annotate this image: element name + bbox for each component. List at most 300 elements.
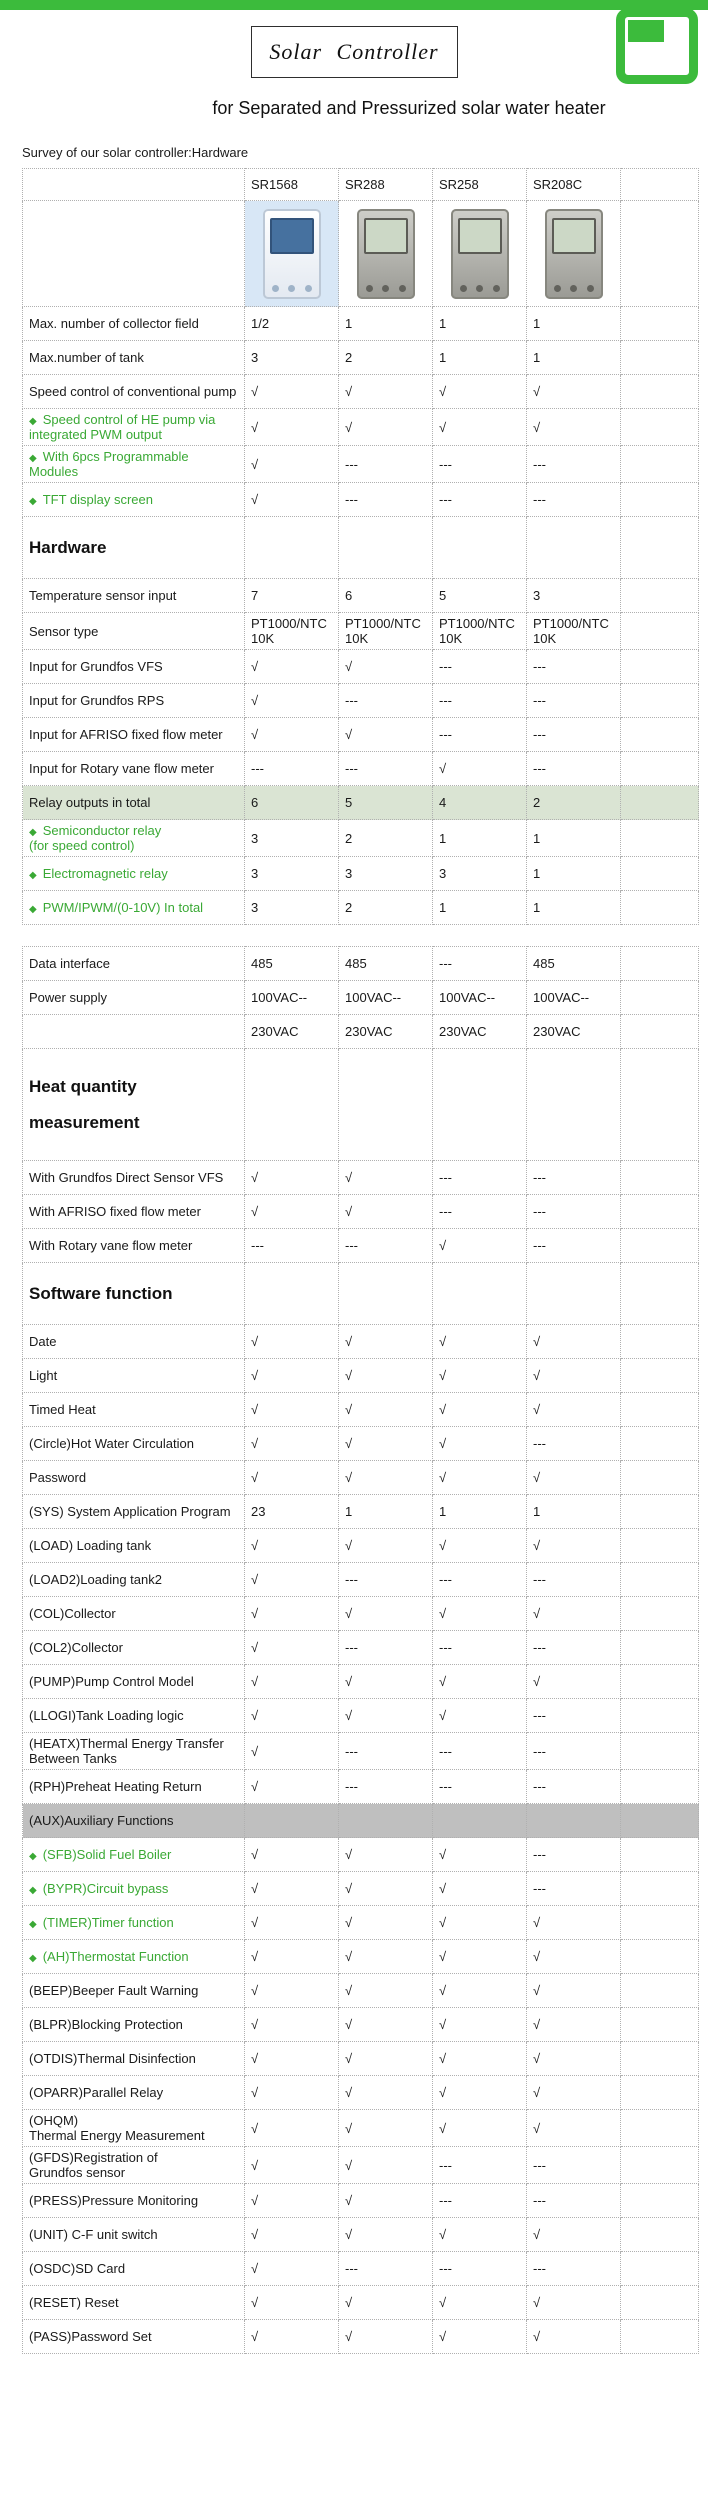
table-row <box>23 1427 699 1461</box>
feature-label-cell <box>23 947 245 981</box>
value-cell: --- <box>527 650 621 684</box>
value-cell <box>433 1049 527 1161</box>
value-cell: √ <box>433 2008 527 2042</box>
extra-cell <box>621 1161 699 1195</box>
feature-label-cell <box>23 2008 245 2042</box>
feature-label-cell <box>23 1229 245 1263</box>
feature-label: (LOAD2)Loading tank2 <box>29 1572 162 1587</box>
table-row <box>23 891 699 925</box>
value-cell: 6 <box>339 579 433 613</box>
device-button-dot <box>460 285 467 292</box>
feature-label: (LLOGI)Tank Loading logic <box>29 1708 184 1723</box>
value-cell: --- <box>527 1427 621 1461</box>
extra-cell <box>621 1804 699 1838</box>
device-buttons <box>366 285 406 292</box>
extra-cell <box>621 2147 699 2184</box>
table-row <box>23 307 699 341</box>
feature-label: Power supply <box>29 990 108 1005</box>
feature-label: (OHQM) <box>29 2113 79 2128</box>
value-cell: --- <box>527 1229 621 1263</box>
feature-label: (SYS) System Application Program <box>29 1504 231 1519</box>
value-cell: √ <box>339 2286 433 2320</box>
value-cell: --- <box>527 718 621 752</box>
value-cell: √ <box>245 1325 339 1359</box>
value-cell: √ <box>433 1529 527 1563</box>
value-cell: √ <box>339 1195 433 1229</box>
value-cell: √ <box>245 2252 339 2286</box>
value-cell: √ <box>433 1906 527 1940</box>
product-image-sr288 <box>339 201 433 307</box>
table-row <box>23 1359 699 1393</box>
value-cell: --- <box>527 1872 621 1906</box>
feature-label-cell <box>23 2184 245 2218</box>
extra-cell <box>621 2008 699 2042</box>
controller-device-image <box>545 209 603 299</box>
feature-label-cell <box>23 1049 245 1161</box>
feature-label-line2: (for speed control) <box>29 838 135 853</box>
feature-label: (COL)Collector <box>29 1606 116 1621</box>
value-cell: 230VAC <box>245 1015 339 1049</box>
feature-label: (HEATX)Thermal Energy Transfer Between Tanks <box>29 1736 224 1766</box>
table-row <box>23 947 699 981</box>
extra-cell <box>621 375 699 409</box>
value-cell: √ <box>245 409 339 446</box>
value-cell: √ <box>527 1359 621 1393</box>
value-cell: √ <box>433 375 527 409</box>
value-cell: --- <box>245 752 339 786</box>
extra-cell <box>621 786 699 820</box>
value-cell <box>433 517 527 579</box>
extra-cell <box>621 1461 699 1495</box>
table-row <box>23 1974 699 2008</box>
feature-label-cell <box>23 1529 245 1563</box>
diamond-bullet-icon: ◆ <box>29 904 37 915</box>
extra-cell <box>621 1733 699 1770</box>
value-cell: √ <box>433 1838 527 1872</box>
feature-label: (RPH)Preheat Heating Return <box>29 1779 202 1794</box>
extra-cell <box>621 1495 699 1529</box>
value-cell: --- <box>339 1229 433 1263</box>
feature-label: With Grundfos Direct Sensor VFS <box>29 1170 224 1185</box>
value-cell: √ <box>433 1325 527 1359</box>
extra-cell <box>621 1597 699 1631</box>
value-cell: √ <box>245 1195 339 1229</box>
value-cell: 1 <box>433 891 527 925</box>
extra-cell <box>621 2218 699 2252</box>
value-cell: √ <box>433 1461 527 1495</box>
feature-label-cell <box>23 2110 245 2147</box>
value-cell: 3 <box>245 891 339 925</box>
value-cell: 2 <box>339 820 433 857</box>
feature-label: Electromagnetic relay <box>42 866 168 881</box>
value-cell: √ <box>245 483 339 517</box>
feature-label-cell <box>23 1631 245 1665</box>
value-cell: 3 <box>245 820 339 857</box>
table-row <box>23 1699 699 1733</box>
device-screen <box>458 218 502 254</box>
device-buttons <box>554 285 594 292</box>
value-cell: √ <box>245 2008 339 2042</box>
table-row <box>23 2286 699 2320</box>
product-image-sr208c <box>527 201 621 307</box>
value-cell <box>339 1804 433 1838</box>
table-row <box>23 2252 699 2286</box>
value-cell: √ <box>433 409 527 446</box>
top-green-bar <box>0 0 708 10</box>
value-cell: 1 <box>339 307 433 341</box>
value-cell: 1 <box>527 857 621 891</box>
value-cell: √ <box>245 1427 339 1461</box>
feature-label-cell <box>23 517 245 579</box>
table-row <box>23 375 699 409</box>
value-cell: --- <box>339 1770 433 1804</box>
feature-label: Sensor type <box>29 623 99 639</box>
value-cell: √ <box>339 1906 433 1940</box>
value-cell: 3 <box>433 857 527 891</box>
value-cell: √ <box>245 1974 339 2008</box>
value-cell: √ <box>433 2110 527 2147</box>
value-cell: √ <box>527 1665 621 1699</box>
value-cell: 23 <box>245 1495 339 1529</box>
feature-label-cell <box>23 1665 245 1699</box>
value-cell: --- <box>527 1195 621 1229</box>
value-cell: --- <box>245 1229 339 1263</box>
extra-cell <box>621 1563 699 1597</box>
feature-label-cell <box>23 2147 245 2184</box>
value-cell: √ <box>245 1631 339 1665</box>
table-row <box>23 1495 699 1529</box>
feature-label-cell <box>23 1263 245 1325</box>
table-row <box>23 2184 699 2218</box>
feature-label-cell <box>23 752 245 786</box>
device-button-dot <box>587 285 594 292</box>
value-cell: --- <box>433 2147 527 2184</box>
diamond-bullet-icon: ◆ <box>29 870 37 881</box>
value-cell: √ <box>339 1359 433 1393</box>
extra-cell <box>621 579 699 613</box>
feature-label: Max.number of tank <box>29 350 144 365</box>
value-cell <box>527 1263 621 1325</box>
feature-label-cell <box>23 613 245 650</box>
value-cell: 1 <box>527 891 621 925</box>
controller-device-image <box>357 209 415 299</box>
feature-label-cell <box>23 1461 245 1495</box>
value-cell <box>339 517 433 579</box>
extra-cell <box>621 2042 699 2076</box>
feature-label-cell <box>23 2218 245 2252</box>
value-cell: 230VAC <box>339 1015 433 1049</box>
feature-label: Input for AFRISO fixed flow meter <box>29 727 223 742</box>
feature-label-cell <box>23 1393 245 1427</box>
feature-label: Input for Grundfos VFS <box>29 659 163 674</box>
value-cell: 7 <box>245 579 339 613</box>
value-cell: √ <box>245 650 339 684</box>
value-cell: √ <box>527 1325 621 1359</box>
value-cell: √ <box>339 1699 433 1733</box>
value-cell: √ <box>245 1940 339 1974</box>
feature-label-cell <box>23 409 245 446</box>
feature-label-cell <box>23 307 245 341</box>
feature-label-cell <box>23 1906 245 1940</box>
feature-label: Temperature sensor input <box>29 588 177 603</box>
value-cell: PT1000/NTC10K <box>433 613 527 650</box>
table-row <box>23 2110 699 2147</box>
value-cell: √ <box>245 2042 339 2076</box>
feature-label-line2: Thermal Energy Measurement <box>29 2128 205 2143</box>
feature-label-cell <box>23 1015 245 1049</box>
table-row <box>23 409 699 446</box>
diamond-bullet-icon: ◆ <box>29 416 37 427</box>
value-cell: √ <box>433 1359 527 1393</box>
table-row <box>23 2008 699 2042</box>
value-cell: --- <box>527 684 621 718</box>
value-cell: --- <box>527 1631 621 1665</box>
feature-label: Software function <box>29 1283 173 1303</box>
value-cell: √ <box>339 1325 433 1359</box>
value-cell: 100VAC-- <box>433 981 527 1015</box>
table-row <box>23 1940 699 1974</box>
value-cell: --- <box>527 2252 621 2286</box>
feature-label-cell <box>23 1495 245 1529</box>
extra-cell <box>621 1393 699 1427</box>
table-row <box>23 1161 699 1195</box>
device-button-dot <box>305 285 312 292</box>
feature-label-cell <box>23 1597 245 1631</box>
feature-label-cell <box>23 718 245 752</box>
value-cell: --- <box>527 1770 621 1804</box>
table-row <box>23 1195 699 1229</box>
extra-cell <box>621 1940 699 1974</box>
feature-label: Input for Rotary vane flow meter <box>29 761 214 776</box>
diamond-bullet-icon: ◆ <box>29 827 37 838</box>
table-row <box>23 1838 699 1872</box>
value-cell: --- <box>339 446 433 483</box>
feature-label: (BEEP)Beeper Fault Warning <box>29 1983 199 1998</box>
value-cell: 1/2 <box>245 307 339 341</box>
section-header-row <box>23 1049 699 1161</box>
value-cell: --- <box>433 1733 527 1770</box>
value-cell: √ <box>527 2076 621 2110</box>
table-row <box>23 1325 699 1359</box>
value-cell: 1 <box>433 1495 527 1529</box>
value-cell: √ <box>339 1597 433 1631</box>
feature-label-cell <box>23 1872 245 1906</box>
extra-cell <box>621 1359 699 1393</box>
value-cell: 1 <box>433 307 527 341</box>
value-cell <box>433 1804 527 1838</box>
table-row <box>23 752 699 786</box>
extra-cell <box>621 1325 699 1359</box>
extra-cell <box>621 1195 699 1229</box>
value-cell: √ <box>527 1940 621 1974</box>
diamond-bullet-icon: ◆ <box>29 1885 37 1896</box>
value-cell: 485 <box>245 947 339 981</box>
feature-label: Input for Grundfos RPS <box>29 693 165 708</box>
value-cell: --- <box>433 1195 527 1229</box>
feature-label-cell <box>23 2042 245 2076</box>
value-cell: √ <box>245 1161 339 1195</box>
feature-label-cell <box>23 1699 245 1733</box>
device-button-dot <box>554 285 561 292</box>
feature-label-cell <box>23 2320 245 2354</box>
feature-label: Light <box>29 1368 58 1383</box>
value-cell: √ <box>339 2008 433 2042</box>
feature-label-cell <box>23 483 245 517</box>
images-row-empty-cell <box>23 201 245 307</box>
feature-label: (TIMER)Timer function <box>42 1915 174 1930</box>
feature-label: (AH)Thermostat Function <box>42 1949 189 1964</box>
feature-label: (PRESS)Pressure Monitoring <box>29 2193 199 2208</box>
feature-label-cell <box>23 1974 245 2008</box>
value-cell <box>433 1263 527 1325</box>
feature-label: With AFRISO fixed flow meter <box>29 1204 201 1219</box>
extra-cell <box>621 1699 699 1733</box>
section-header-row <box>23 517 699 579</box>
value-cell: --- <box>339 2252 433 2286</box>
value-cell: √ <box>433 2076 527 2110</box>
feature-label-cell <box>23 1325 245 1359</box>
extra-cell <box>621 1665 699 1699</box>
extra-cell <box>621 2286 699 2320</box>
value-cell: 3 <box>527 579 621 613</box>
value-cell: √ <box>527 1393 621 1427</box>
feature-label-cell <box>23 1161 245 1195</box>
extra-cell <box>621 684 699 718</box>
value-cell: 100VAC-- <box>245 981 339 1015</box>
app-logo-inner-block <box>628 20 664 42</box>
table-row <box>23 2320 699 2354</box>
value-cell: 100VAC-- <box>527 981 621 1015</box>
value-cell: --- <box>433 1161 527 1195</box>
value-cell: 2 <box>339 891 433 925</box>
feature-label: Max. number of collector field <box>29 316 199 331</box>
feature-label-cell <box>23 786 245 820</box>
value-cell: --- <box>339 1733 433 1770</box>
value-cell: 1 <box>339 1495 433 1529</box>
feature-label: (AUX)Auxiliary Functions <box>29 1813 174 1828</box>
value-cell: √ <box>339 1940 433 1974</box>
product-name-sr1568: SR1568 <box>245 169 339 201</box>
value-cell: --- <box>433 684 527 718</box>
controller-device-image <box>451 209 509 299</box>
images-row-extra-cell <box>621 201 699 307</box>
extra-cell <box>621 1872 699 1906</box>
extra-cell <box>621 1906 699 1940</box>
value-cell: 485 <box>527 947 621 981</box>
value-cell: √ <box>339 1161 433 1195</box>
extra-cell <box>621 1229 699 1263</box>
value-cell: √ <box>339 2218 433 2252</box>
device-screen <box>270 218 314 254</box>
value-cell: √ <box>433 1597 527 1631</box>
extra-cell <box>621 517 699 579</box>
value-cell: √ <box>433 2286 527 2320</box>
value-cell: √ <box>339 375 433 409</box>
extra-cell <box>621 483 699 517</box>
table-row <box>23 857 699 891</box>
feature-label-cell <box>23 341 245 375</box>
survey-label: Survey of our solar controller:Hardware <box>22 145 249 160</box>
feature-label: (LOAD) Loading tank <box>29 1538 152 1553</box>
value-cell: √ <box>339 1974 433 2008</box>
value-cell: --- <box>527 483 621 517</box>
table-row <box>23 1461 699 1495</box>
extra-cell <box>621 820 699 857</box>
table-row <box>23 650 699 684</box>
product-header-row <box>23 169 699 201</box>
table-row <box>23 2218 699 2252</box>
value-cell: 2 <box>527 786 621 820</box>
product-name-sr258: SR258 <box>433 169 527 201</box>
value-cell: √ <box>245 1906 339 1940</box>
value-cell: --- <box>527 1699 621 1733</box>
product-images-row <box>23 201 699 307</box>
value-cell: √ <box>245 1393 339 1427</box>
table-row <box>23 1770 699 1804</box>
value-cell: √ <box>245 2184 339 2218</box>
feature-label: With 6pcs Programmable Modules <box>29 449 189 479</box>
value-cell: --- <box>527 1161 621 1195</box>
value-cell: √ <box>527 2218 621 2252</box>
value-cell: √ <box>339 718 433 752</box>
table-gap-row <box>23 925 699 947</box>
extra-cell <box>621 891 699 925</box>
extra-cell <box>621 1427 699 1461</box>
extra-cell <box>621 1263 699 1325</box>
value-cell: 6 <box>245 786 339 820</box>
extra-cell <box>621 2184 699 2218</box>
value-cell: 3 <box>245 857 339 891</box>
value-cell: √ <box>527 375 621 409</box>
value-cell: 1 <box>433 341 527 375</box>
device-buttons <box>272 285 312 292</box>
value-cell: √ <box>339 2110 433 2147</box>
value-cell: √ <box>527 1906 621 1940</box>
value-cell <box>245 517 339 579</box>
value-cell: √ <box>527 2286 621 2320</box>
value-cell: √ <box>433 2320 527 2354</box>
feature-label: (PASS)Password Set <box>29 2329 152 2344</box>
value-cell: √ <box>433 1229 527 1263</box>
table-row <box>23 613 699 650</box>
value-cell: √ <box>245 2110 339 2147</box>
table-row <box>23 1529 699 1563</box>
feature-label-cell <box>23 2076 245 2110</box>
feature-label: (OSDC)SD Card <box>29 2261 126 2276</box>
device-button-dot <box>272 285 279 292</box>
product-image-sr258 <box>433 201 527 307</box>
extra-cell <box>621 1529 699 1563</box>
feature-label-cell <box>23 1838 245 1872</box>
extra-cell <box>621 718 699 752</box>
value-cell: √ <box>339 1838 433 1872</box>
table-row <box>23 1665 699 1699</box>
value-cell: --- <box>433 2184 527 2218</box>
table-row <box>23 1393 699 1427</box>
feature-label: Speed control of HE pump via integrated PWM output <box>29 412 216 442</box>
feature-label-cell <box>23 1733 245 1770</box>
value-cell: --- <box>339 1631 433 1665</box>
feature-label-cell <box>23 579 245 613</box>
page-subtitle: for Separated and Pressurized solar water heater <box>212 98 606 118</box>
feature-label: Timed Heat <box>29 1402 96 1417</box>
extra-cell <box>621 1838 699 1872</box>
value-cell: √ <box>245 1770 339 1804</box>
extra-cell <box>621 613 699 650</box>
feature-label-cell <box>23 446 245 483</box>
value-cell: √ <box>245 1838 339 1872</box>
feature-label: PWM/IPWM/(0-10V) In total <box>42 900 204 915</box>
